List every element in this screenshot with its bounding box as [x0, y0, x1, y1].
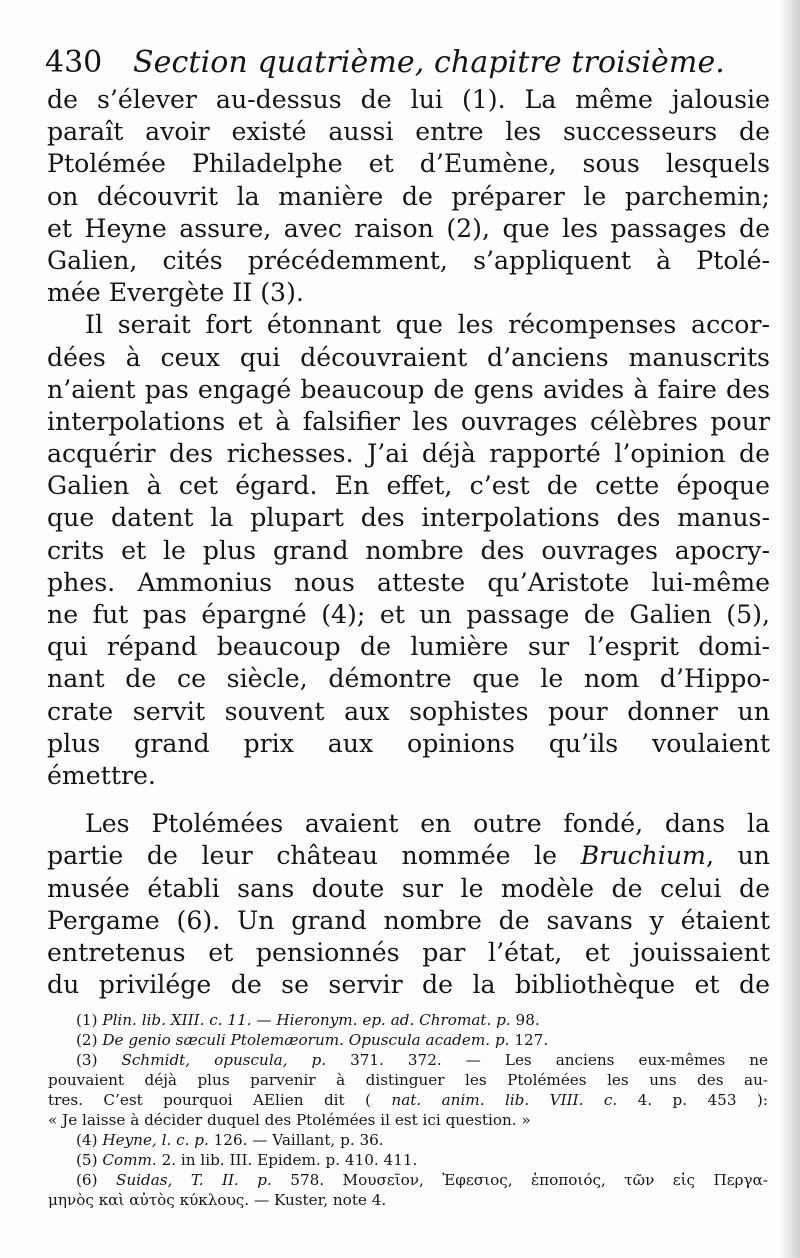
footnote-marker: (2) [76, 1031, 103, 1049]
footnote-marker: (3) [76, 1051, 122, 1069]
text-line: et Heyne assure, avec raison (2), que les passages de [47, 213, 770, 243]
text-line: que datent la plupart des interpolations des manus- [47, 503, 770, 533]
footnote-marker: (1) [76, 1011, 103, 1029]
text-line: n’aient pas engagé beaucoup de gens avides à faire des [47, 374, 770, 404]
text-line: interpolations et à falsifier les ouvrages célèbres pour [47, 406, 770, 436]
footnote-continuation: μηνὸς καὶ αὐτὸς κύκλους. — Kuster, note 4. [48, 1191, 387, 1209]
footnote-text: 2. in lib. III. Epidem. p. 410. 411. [156, 1151, 418, 1169]
text-line: Galien, cités précédemment, s’appliquent à Ptolé- [47, 245, 770, 275]
text-line: on découvrit la manière de préparer le parchemin; [47, 181, 770, 211]
text-line: entretenus et pensionnés par l’état, et jouissaient [47, 937, 770, 967]
text-line: crate servit souvent aux sophistes pour donner un [47, 696, 770, 726]
footnote-italic-reference: nat. anim. lib. VIII. c. [391, 1091, 618, 1109]
footnote-marker: (6) [76, 1171, 116, 1189]
text-line: phes. Ammonius nous atteste qu’Aristote lui-même [47, 567, 770, 597]
text-line: mée Evergète II (3). [47, 278, 304, 308]
text-line: acquérir des richesses. J’ai déjà rapporté l’opinion de [47, 439, 770, 469]
text-line: de s’élever au-dessus de lui (1). La même jalousie [47, 85, 770, 114]
footnote-line [48, 1050, 768, 1070]
text-line: musée établi sans doute sur le modèle de celui de [47, 873, 770, 903]
main-text [47, 84, 770, 1001]
footnote-line [48, 1150, 768, 1170]
text-line: ne fut pas épargné (4); et un passage de Galien (5), [47, 600, 770, 629]
paragraph-gap [47, 792, 770, 808]
footnote-text: 4. p. 453 ): [617, 1091, 768, 1109]
text-line-with-italic [47, 840, 770, 872]
footnote-text: 126. — Vaillant, p. 36. [208, 1131, 384, 1149]
text-line: nant de ce siècle, démontre que le nom d’Hippo- [47, 664, 770, 694]
running-title: Section quatrième, chapitre troisième. [133, 45, 725, 80]
scan-edge-shadow [780, 0, 800, 1258]
text-line: dées à ceux qui découvraient d’anciens manuscrits [47, 342, 770, 372]
footnote-text: 127. [509, 1031, 549, 1049]
footnote-text: 578. Μουσεῖον, Ἐφεσιος, ἐποποιός, τῶν εἰς Περγα- [271, 1171, 769, 1189]
paragraph-first-line: Les Ptolémées avaient en outre fondé, dans la [85, 809, 770, 839]
footnote-italic-reference: De genio sæculi Ptolemæorum. Opuscula academ. p. [102, 1031, 510, 1049]
text-line: émettre. [47, 760, 156, 790]
footnote-marker: (5) [76, 1151, 103, 1169]
text-line: Galien à cet égard. En effet, c’est de cette époque [47, 471, 770, 501]
footnote-italic-reference: Heyne, l. c. p. [102, 1131, 209, 1149]
footnote-continuation: pouvaient déjà plus parvenir à distinguer les Ptolémées les uns des au- [48, 1071, 768, 1089]
footnote-line [48, 1170, 768, 1190]
italic-place-name: Bruchium [580, 841, 706, 871]
footnote-line [48, 1010, 768, 1030]
page-header [45, 42, 765, 88]
page-number: 430 [45, 45, 103, 80]
paragraph-first-line: Il serait fort étonnant que les récompenses accor- [85, 310, 770, 340]
text-line: Ptolémée Philadelphe et d’Eumène, sous lesquels [47, 149, 770, 179]
footnote-italic-reference: Comm. [102, 1151, 157, 1169]
text-line: plus grand prix aux opinions qu’ils voulaient [47, 728, 770, 758]
text-line: crits et le plus grand nombre des ouvrages apocry- [47, 535, 770, 565]
footnote-italic-reference: Plin. lib. XIII. c. 11. — Hieronym. ep. ad. Chromat. p. [102, 1011, 511, 1029]
footnote-text: 98. [510, 1011, 540, 1029]
footnote-continuation: « Je laisse à décider duquel des Ptolémées il est ici question. » [48, 1111, 531, 1129]
footnote-italic-reference: Schmidt, opuscula, p. [121, 1051, 327, 1069]
text-line: du privilége de se servir de la bibliothèque et de [47, 970, 770, 1000]
text-line: paraît avoir existé aussi entre les successeurs de [47, 117, 770, 147]
footnote-line [48, 1130, 768, 1150]
footnotes [48, 1010, 768, 1210]
text-segment: , un [705, 841, 770, 871]
footnote-italic-reference: Suidas, T. II. p. [115, 1171, 272, 1189]
footnote-continuation [48, 1090, 768, 1110]
text-segment: partie de leur château nommée le [47, 841, 581, 871]
footnote-marker: (4) [76, 1131, 103, 1149]
text-line: Pergame (6). Un grand nombre de savans y étaient [47, 905, 770, 935]
footnote-text: 371. 372. — Les anciens eux-mêmes ne [326, 1051, 768, 1069]
footnote-line [48, 1030, 768, 1050]
footnote-text: tres. C’est pourquoi AElien dit ( [48, 1091, 392, 1109]
text-line: qui répand beaucoup de lumière sur l’esprit domi- [47, 632, 770, 662]
